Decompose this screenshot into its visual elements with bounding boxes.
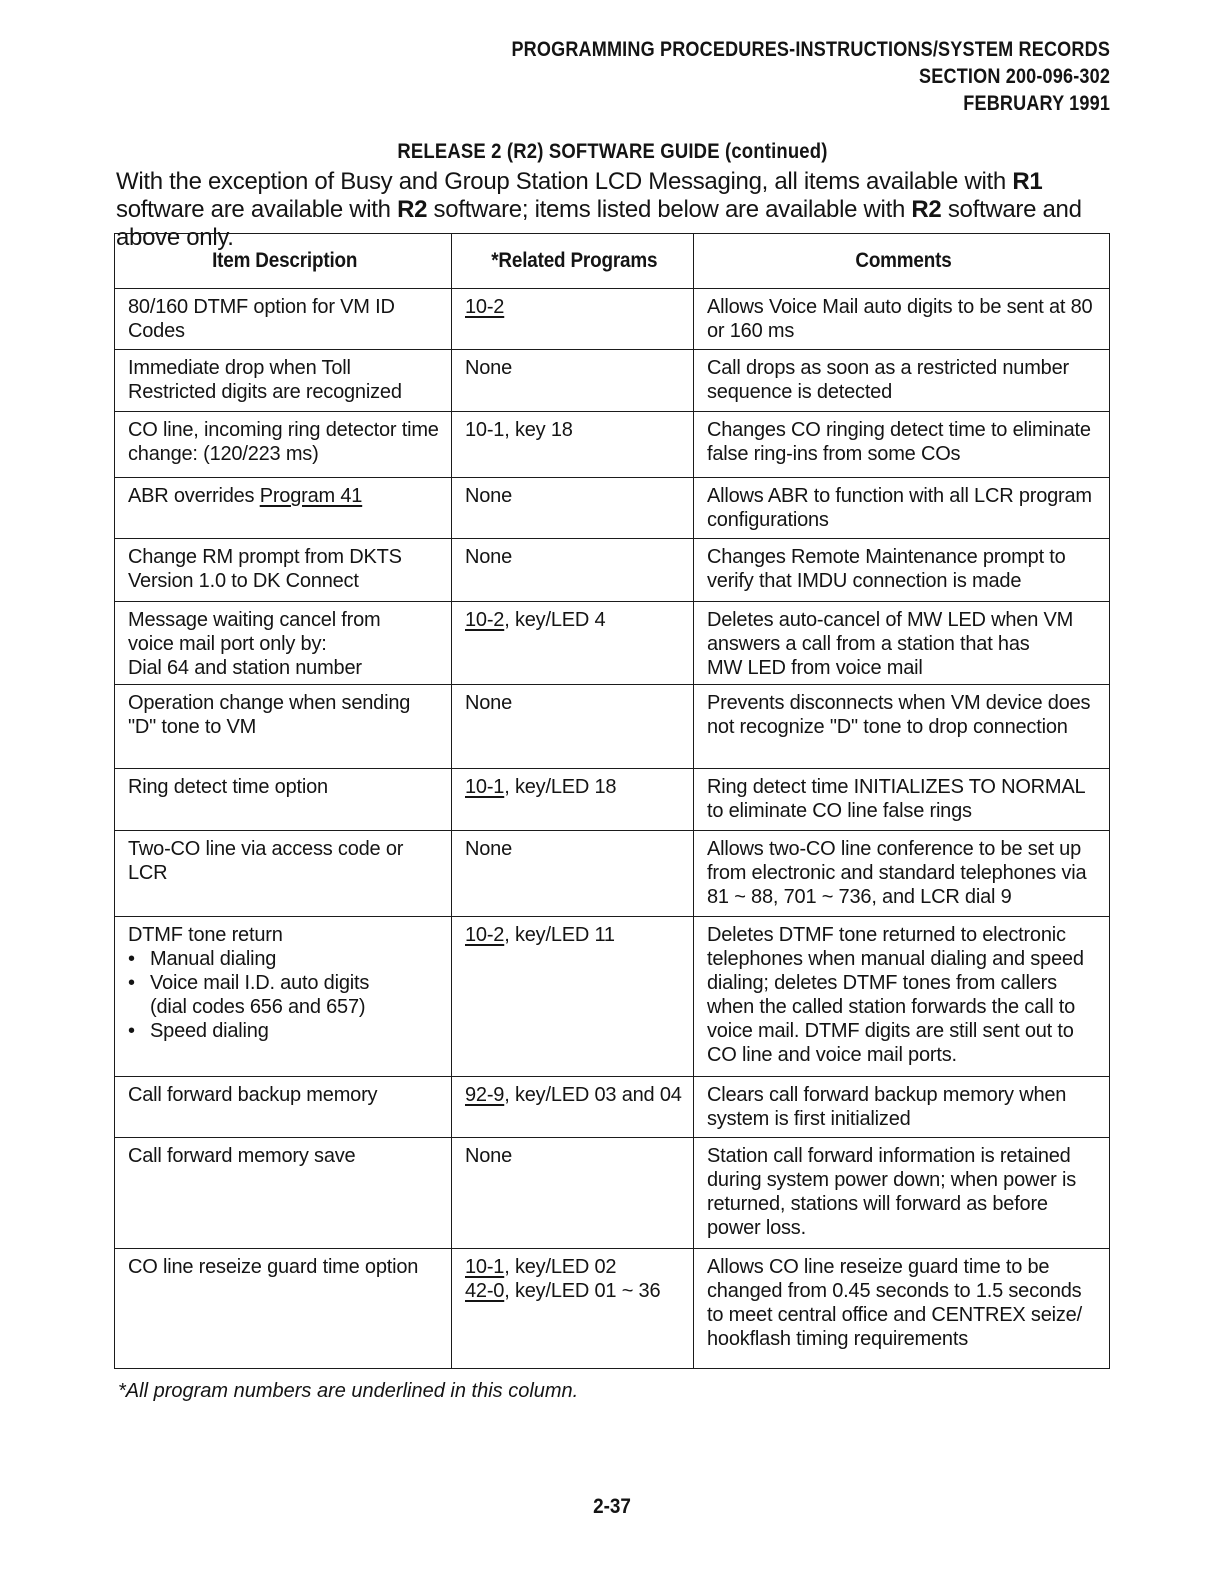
programs-cell: None [452, 685, 694, 769]
list-item: • Voice mail I.D. auto digits [128, 972, 370, 994]
program-number: 10-2 [465, 296, 505, 318]
item-cell: CO line, incoming ring detector time change: (120/223 ms) [115, 412, 452, 478]
page-title: RELEASE 2 (R2) SOFTWARE GUIDE (continued) [396, 140, 828, 163]
column-header-programs: *Related Programs [452, 234, 694, 289]
comments-cell: Call drops as soon as a restricted number sequence is detected [694, 350, 1110, 412]
programs-cell: None [452, 350, 694, 412]
table-row [115, 539, 1110, 602]
item-cell: ABR overrides Program 41 [115, 478, 452, 539]
table-row [115, 685, 1110, 769]
list-item: • Speed dialing [128, 1020, 269, 1042]
programs-cell: None [452, 539, 694, 602]
item-cell: Call forward memory save [115, 1138, 452, 1249]
program-reference: Program 41 [259, 485, 363, 507]
programs-cell: 10-1, key/LED 02 42-0, key/LED 01 ~ 36 [452, 1249, 694, 1369]
header-title: PROGRAMMING PROCEDURES-INSTRUCTIONS/SYSTEM RECORDS [511, 38, 1110, 61]
intro-paragraph: With the exception of Busy and Group Station LCD Messaging, all items available with R1 software are available with R2 software; items listed below are available with R2 software and above only. [116, 168, 1082, 251]
programs-cell: None [452, 1138, 694, 1249]
comments-cell: Allows ABR to function with all LCR program configurations [694, 478, 1110, 539]
programs-cell: 10-2, key/LED 11 [452, 917, 694, 1077]
table-header-row [115, 234, 1110, 289]
header-section: SECTION 200-096-302 [919, 65, 1110, 88]
table-row [115, 1138, 1110, 1249]
comments-cell: Changes CO ringing detect time to eliminate false ring-ins from some COs [694, 412, 1110, 478]
item-cell: Message waiting cancel from voice mail port only by: Dial 64 and station number [115, 602, 452, 685]
page-number: 2-37 [593, 1495, 631, 1518]
programs-cell: 10-1, key 18 [452, 412, 694, 478]
table-row [115, 1249, 1110, 1369]
item-cell: Operation change when sending "D" tone to VM [115, 685, 452, 769]
document-header [511, 36, 1110, 117]
table-row [115, 769, 1110, 831]
comments-cell: Clears call forward backup memory when system is first initialized [694, 1077, 1110, 1138]
table-row [115, 1077, 1110, 1138]
list-item: • Manual dialing [128, 948, 277, 970]
programs-cell: 92-9, key/LED 03 and 04 [452, 1077, 694, 1138]
comments-cell: Allows Voice Mail auto digits to be sent at 80 or 160 ms [694, 289, 1110, 350]
item-cell: 80/160 DTMF option for VM ID Codes [115, 289, 452, 350]
table-row [115, 917, 1110, 1077]
item-cell: Immediate drop when Toll Restricted digits are recognized [115, 350, 452, 412]
comments-cell: Station call forward information is retained during system power down; when power is returned, stations will forward as before power loss. [694, 1138, 1110, 1249]
column-header-comments: Comments [694, 234, 1110, 289]
comments-cell: Allows CO line reseize guard time to be changed from 0.45 seconds to 1.5 seconds to meet central office and CENTREX seize/ hookflash timing requirements [694, 1249, 1110, 1369]
table-row [115, 602, 1110, 685]
table-row [115, 412, 1110, 478]
programs-cell [452, 289, 694, 350]
item-cell: CO line reseize guard time option [115, 1249, 452, 1369]
programs-cell: 10-2, key/LED 4 [452, 602, 694, 685]
table-row [115, 350, 1110, 412]
footnote: *All program numbers are underlined in this column. [118, 1380, 579, 1402]
programs-cell: None [452, 831, 694, 917]
item-cell: Change RM prompt from DKTS Version 1.0 to DK Connect [115, 539, 452, 602]
column-header-item: Item Description [115, 234, 452, 289]
table-row [115, 289, 1110, 350]
comments-cell: Prevents disconnects when VM device does not recognize "D" tone to drop connection [694, 685, 1110, 769]
comments-cell: Allows two-CO line conference to be set up from electronic and standard telephones via 81 ~ 88, 701 ~ 736, and LCR dial 9 [694, 831, 1110, 917]
item-cell: Two-CO line via access code or LCR [115, 831, 452, 917]
comments-cell: Ring detect time INITIALIZES TO NORMAL to eliminate CO line false rings [694, 769, 1110, 831]
comments-cell: Deletes DTMF tone returned to electronic telephones when manual dialing and speed dialing; deletes DTMF tones from callers when the called station forwards the call to voice mail. DTMF digits are still sent out to CO line and voice mail ports. [694, 917, 1110, 1077]
table-row [115, 478, 1110, 539]
item-cell: Ring detect time option [115, 769, 452, 831]
item-cell: DTMF tone return • Manual dialing • Voice mail I.D. auto digits (dial codes 656 and 657) • Speed dialing [115, 917, 452, 1077]
comments-cell: Deletes auto-cancel of MW LED when VM answers a call from a station that has MW LED from voice mail [694, 602, 1110, 685]
comments-cell: Changes Remote Maintenance prompt to verify that IMDU connection is made [694, 539, 1110, 602]
header-date: FEBRUARY 1991 [963, 92, 1110, 115]
programs-cell: None [452, 478, 694, 539]
programs-cell: 10-1, key/LED 18 [452, 769, 694, 831]
item-cell: Call forward backup memory [115, 1077, 452, 1138]
software-guide-table [114, 233, 1110, 1369]
table-row [115, 831, 1110, 917]
